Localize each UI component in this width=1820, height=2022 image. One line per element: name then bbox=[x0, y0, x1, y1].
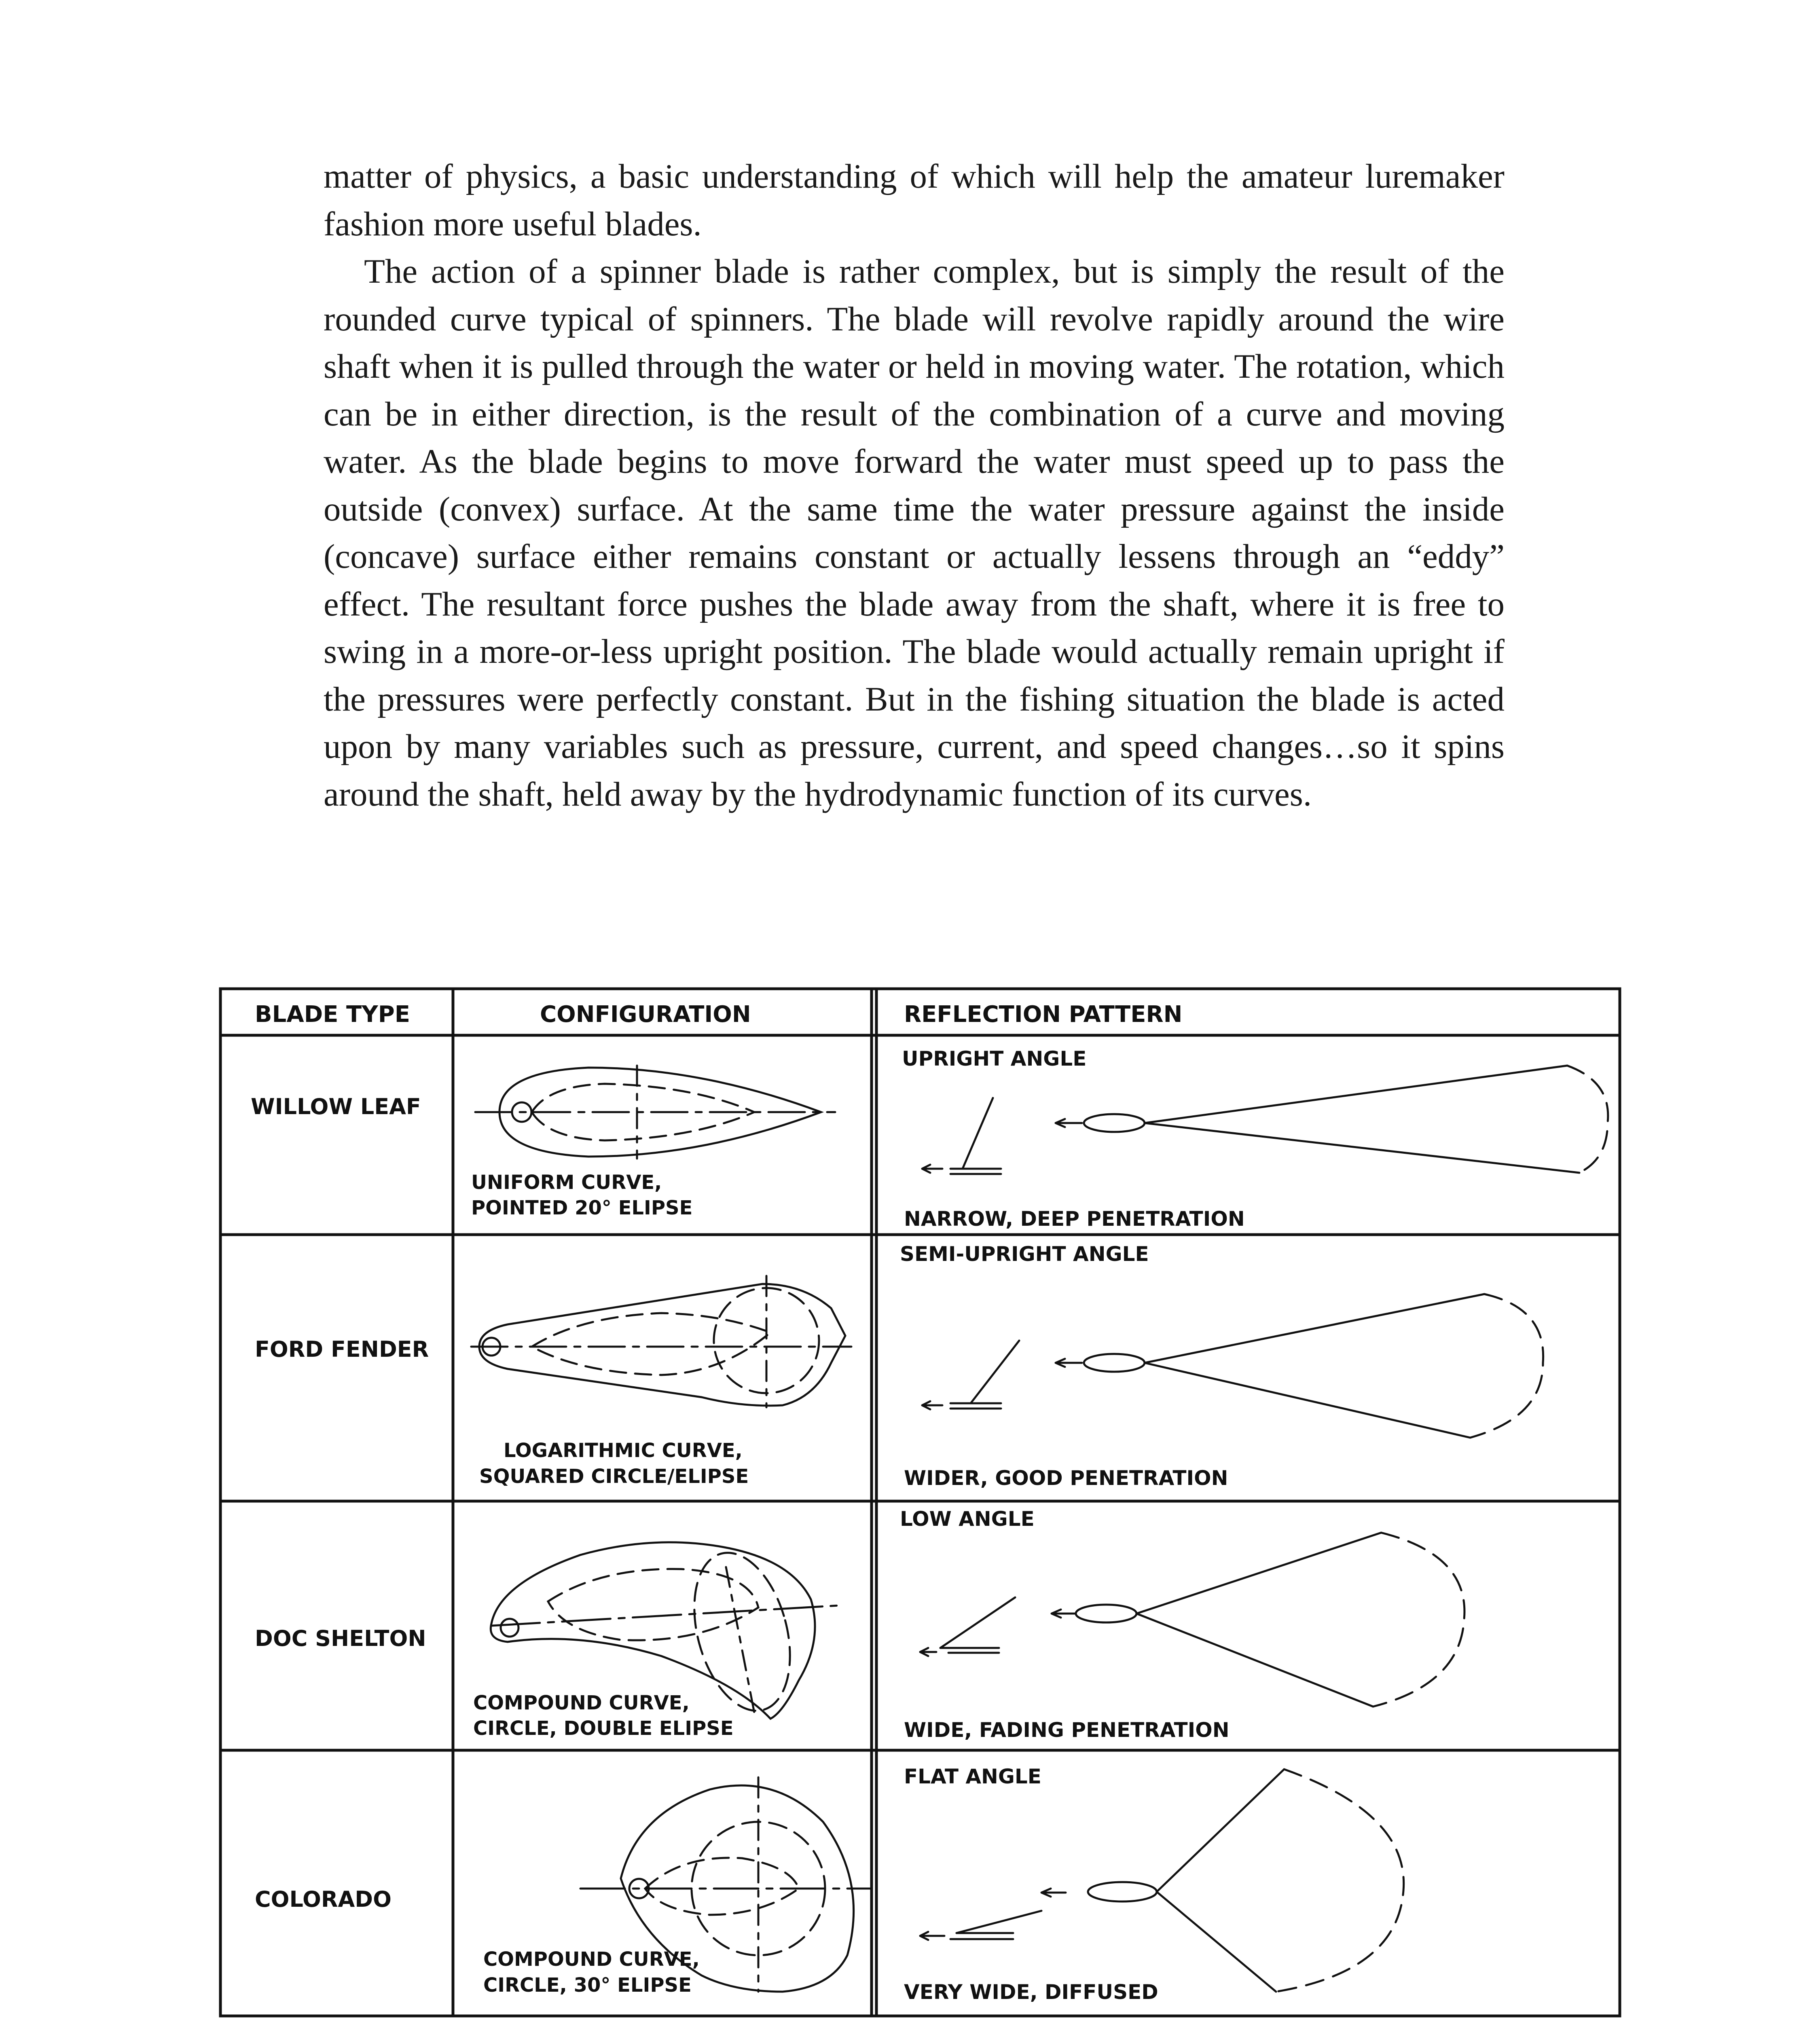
reflection-pattern-drawing bbox=[1056, 1294, 1543, 1438]
blade-type-label: COLORADO bbox=[255, 1887, 392, 1912]
header-configuration: CONFIGURATION bbox=[540, 1001, 751, 1028]
pattern-label: WIDER, GOOD PENETRATION bbox=[904, 1466, 1228, 1490]
config-line-2: CIRCLE, 30° ELIPSE bbox=[483, 1974, 692, 1997]
flat-angle-drawing bbox=[920, 1911, 1041, 1940]
pattern-label: NARROW, DEEP PENETRATION bbox=[904, 1207, 1245, 1231]
blade-type-label: FORD FENDER bbox=[255, 1337, 429, 1362]
config-line-1: LOGARITHMIC CURVE, bbox=[504, 1439, 743, 1462]
willow-leaf-blade-drawing bbox=[475, 1066, 835, 1159]
low-angle-drawing bbox=[920, 1597, 1015, 1656]
paragraph-2: The action of a spinner blade is rather complex, but is simply the result of the rounded curve typical of spinners. The blade will revolve rapidly around the wire shaft when it is pulled through the water or held in moving water. The rotation, which can be in either direction, is the result of the combination of a curve and moving water. As the blade begins to move forward the water must speed up to pass the outside (convex) surface. At the same time the water pressure against the inside (concave) surface either remains constant or actually lessens through an “eddy” effect. The resultant force pushes the blade away from the shaft, where it is free to swing in a more-or-less upright position. The blade would actually remain upright if the pressures were perfectly constant. But in the fishing situation the blade is acted upon by many variables such as pressure, current, and speed changes…so it spins around the shaft, held away by the hydrodynamic function of its curves. bbox=[324, 252, 1505, 813]
semi-upright-angle-drawing bbox=[922, 1341, 1019, 1409]
blade-table-figure bbox=[216, 985, 1624, 2020]
blade-table-drawing bbox=[216, 985, 1624, 2020]
config-line-2: POINTED 20° ELIPSE bbox=[471, 1197, 693, 1219]
reflection-pattern-drawing bbox=[1041, 1769, 1404, 1992]
row-doc-shelton bbox=[255, 1507, 1464, 1742]
header-blade-type: BLADE TYPE bbox=[255, 1001, 410, 1028]
row-ford-fender bbox=[255, 1242, 1543, 1490]
config-line-2: CIRCLE, DOUBLE ELIPSE bbox=[473, 1717, 734, 1740]
paragraph-1: matter of physics, a basic understanding of which will help the amateur luremaker fashion more useful blades. bbox=[324, 157, 1505, 243]
angle-label: SEMI-UPRIGHT ANGLE bbox=[900, 1242, 1149, 1266]
table-grid bbox=[220, 989, 1620, 2016]
reflection-pattern-drawing bbox=[1056, 1066, 1608, 1173]
pattern-label: WIDE, FADING PENETRATION bbox=[904, 1718, 1230, 1742]
blade-type-label: DOC SHELTON bbox=[255, 1626, 426, 1651]
reflection-pattern-drawing bbox=[1052, 1533, 1464, 1707]
ford-fender-blade-drawing bbox=[471, 1276, 851, 1407]
pattern-label: VERY WIDE, DIFFUSED bbox=[904, 1980, 1158, 2004]
config-line-1: COMPOUND CURVE, bbox=[473, 1692, 690, 1714]
body-text bbox=[324, 153, 1505, 818]
angle-label: LOW ANGLE bbox=[900, 1507, 1035, 1531]
upright-angle-drawing bbox=[922, 1098, 1001, 1174]
blade-type-label: WILLOW LEAF bbox=[251, 1094, 421, 1119]
config-line-1: COMPOUND CURVE, bbox=[483, 1948, 700, 1971]
angle-label: UPRIGHT ANGLE bbox=[902, 1047, 1087, 1070]
angle-label: FLAT ANGLE bbox=[904, 1765, 1041, 1788]
row-colorado bbox=[255, 1765, 1404, 2004]
config-line-1: UNIFORM CURVE, bbox=[471, 1171, 662, 1194]
header-reflection-pattern: REFLECTION PATTERN bbox=[904, 1001, 1183, 1028]
config-line-2: SQUARED CIRCLE/ELIPSE bbox=[479, 1465, 749, 1488]
